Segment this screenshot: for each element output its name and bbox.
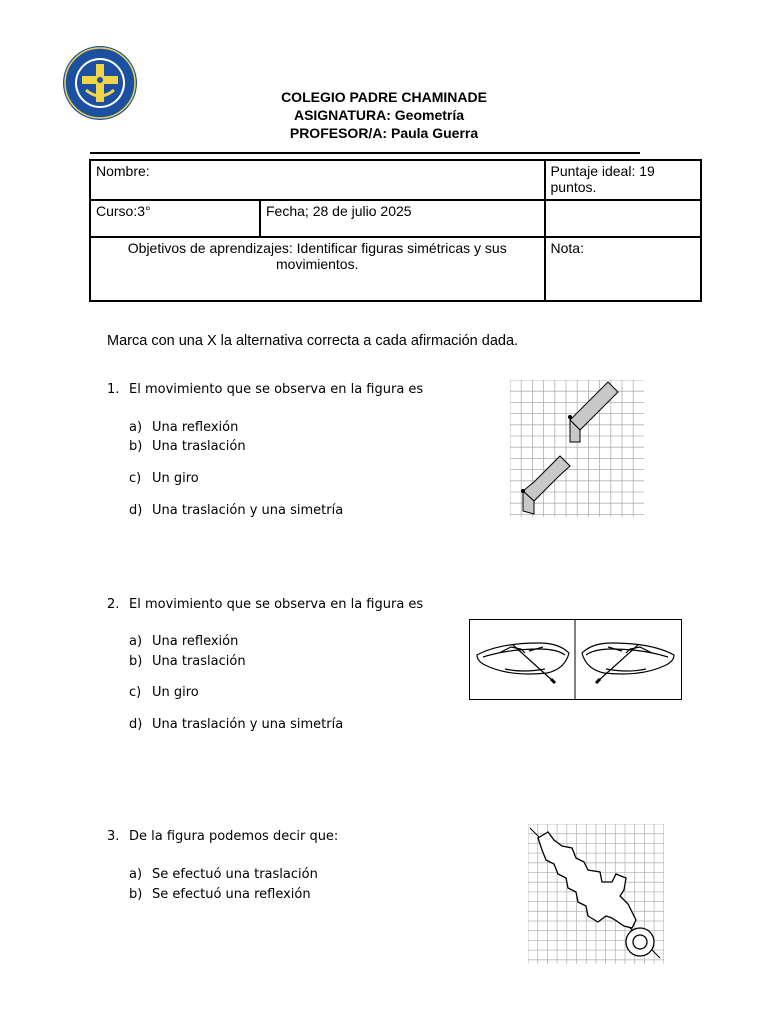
option-letter: a)	[129, 420, 143, 435]
option-letter: b)	[129, 654, 143, 669]
key-shape	[538, 832, 636, 928]
option-text: Se efectuó una traslación	[152, 867, 318, 882]
question-text: De la figura podemos decir que:	[129, 829, 339, 844]
empty-cell	[545, 200, 702, 237]
option-text: Una traslación y una simetría	[152, 503, 344, 518]
objective-cell	[90, 237, 545, 301]
course-cell	[90, 200, 260, 237]
option-letter: a)	[129, 634, 143, 649]
score-label: Puntaje ideal: 19 puntos.	[550, 163, 655, 195]
figure-3-key-grid	[528, 824, 664, 964]
question-number: 3.	[107, 829, 120, 844]
option-letter: c)	[129, 685, 142, 700]
shape-lower	[523, 456, 570, 501]
option-letter: c)	[129, 471, 142, 486]
option-text: Un giro	[152, 685, 199, 700]
score-cell	[545, 160, 702, 200]
question-number: 1.	[107, 382, 120, 397]
objective-text: Objetivos de aprendizajes: Identificar figuras simétricas y sus movimientos.	[127, 240, 507, 272]
option-text: Un giro	[152, 471, 199, 486]
option-letter: b)	[129, 887, 143, 902]
grade-cell[interactable]	[545, 237, 702, 301]
question-text: El movimiento que se observa en la figura es	[129, 597, 424, 612]
school-name: COLEGIO PADRE CHAMINADE	[281, 89, 487, 105]
option-text: Una traslación	[152, 654, 246, 669]
date-label: Fecha; 28 de julio 2025	[266, 203, 412, 219]
date-cell	[260, 200, 545, 237]
student-info-table	[89, 159, 702, 302]
question-number: 2.	[107, 597, 120, 612]
question-text: El movimiento que se observa en la figura es	[129, 382, 424, 397]
name-cell[interactable]	[90, 160, 545, 200]
name-label: Nombre:	[96, 163, 150, 179]
option-text: Una traslación y una simetría	[152, 717, 344, 732]
instructions: Marca con una X la alternativa correcta a cada afirmación dada.	[107, 333, 519, 349]
option-letter: d)	[129, 503, 143, 518]
option-letter: b)	[129, 439, 143, 454]
teacher-line: PROFESOR/A: Paula Guerra	[289, 125, 479, 141]
header-divider	[90, 152, 640, 154]
option-letter: d)	[129, 717, 143, 732]
option-letter: a)	[129, 867, 143, 882]
option-text: Una reflexión	[152, 420, 239, 435]
option-text: Una reflexión	[152, 634, 239, 649]
figure-1-translation-grid	[510, 380, 644, 517]
course-label: Curso:3°	[96, 203, 151, 219]
figure-2-boats	[469, 619, 682, 700]
grade-label: Nota:	[550, 240, 584, 256]
subject-line: ASIGNATURA: Geometría	[293, 107, 465, 123]
option-text: Se efectuó una reflexión	[152, 887, 311, 902]
option-text: Una traslación	[152, 439, 246, 454]
